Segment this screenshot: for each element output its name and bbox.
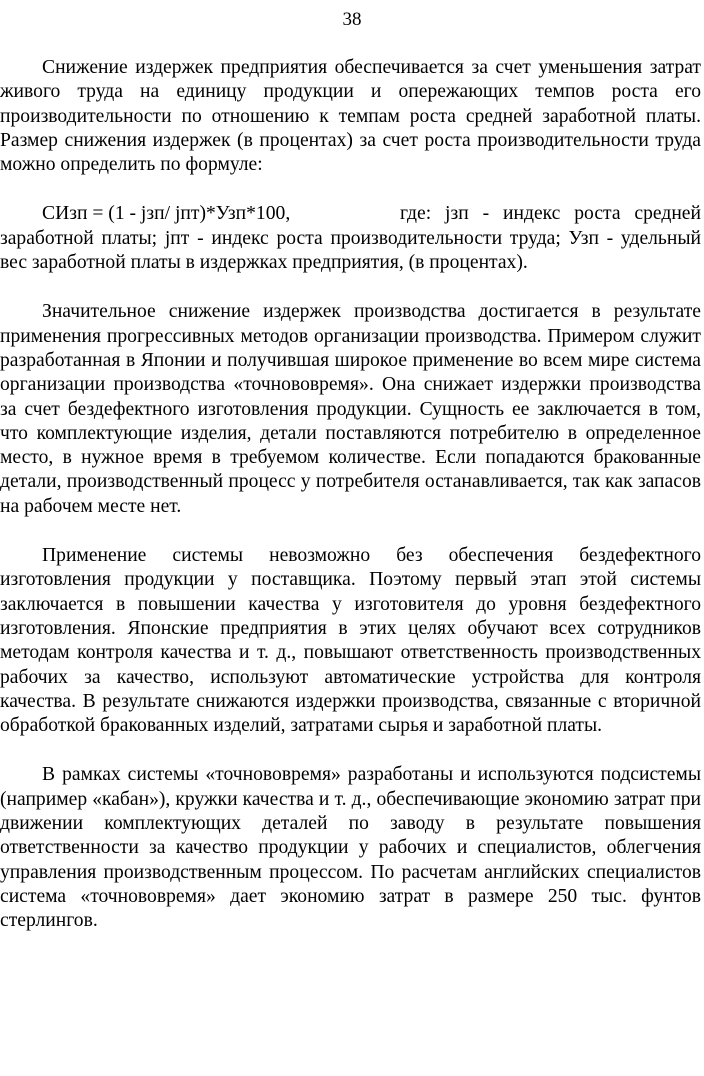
paragraph-cost-reduction-intro: Снижение издержек предприятия обеспечивается за счет уменьшения затрат живого труда на единицу продукции и опережающих темпов роста его производительности по отношению к темпам роста средней заработной платы. Размер снижения издержек (в процентах) за счет роста производительности труда можно определить по формуле:	[0, 57, 701, 176]
formula-expression: СИзп = (1 - jзп/ jпт)*Узп*100,	[42, 203, 291, 225]
page-number: 38	[342, 9, 362, 30]
paragraph-defect-free-production: Применение системы невозможно без обеспечения бездефектного изготовления продукции у поставщика. Поэтому первый этап этой системы заключается в повышении качества у изготовителя до уровня бездефектного изготовления. Японские предприятия в этих целях обучают всех сотрудников методам контроля качества и т. д., повышают ответственность производственных рабочих за качество, используют автоматические устройства для контроля качества. В результате снижаются издержки производства, связанные с вторичной обработкой бракованных изделий, затратами сырья и заработной платы.	[0, 545, 701, 737]
paragraph-just-in-time-system: Значительное снижение издержек производства достигается в результате применения прогрессивных методов организации производства. Примером служит разработанная в Японии и получившая широкое применение во всем мире система организации производства «точнововремя». Она снижает издержки производства за счет бездефектного изготовления продукции. Сущность ее заключается в том, что комплектующие изделия, детали поставляются потребителю в определенное место, в нужное время в требуемом количестве. Если попадаются бракованные детали, производственный процесс у потребителя останавливается, так как запасов на рабочем месте нет.	[0, 301, 701, 517]
formula-description: где: jзп - индекс роста средней заработной платы; jпт - индекс роста производительности труда; Узп - удельный вес заработной платы в издержках предприятия, (в процентах).	[0, 203, 701, 274]
page-body	[0, 56, 701, 959]
paragraph-formula	[0, 202, 701, 275]
paragraph-subsystems-savings: В рамках системы «точнововремя» разработаны и используются подсистемы (например «кабан»), кружки качества и т. д., обеспечивающие экономию затрат при движении комплектующих деталей по заводу в результате повышения ответственности за качество продукции у рабочих и специалистов, облегчения управления производственным процессом. По расчетам английских специалистов система «точнововремя» дает экономию затрат в размере 250 тыс. фунтов стерлингов.	[0, 764, 701, 932]
